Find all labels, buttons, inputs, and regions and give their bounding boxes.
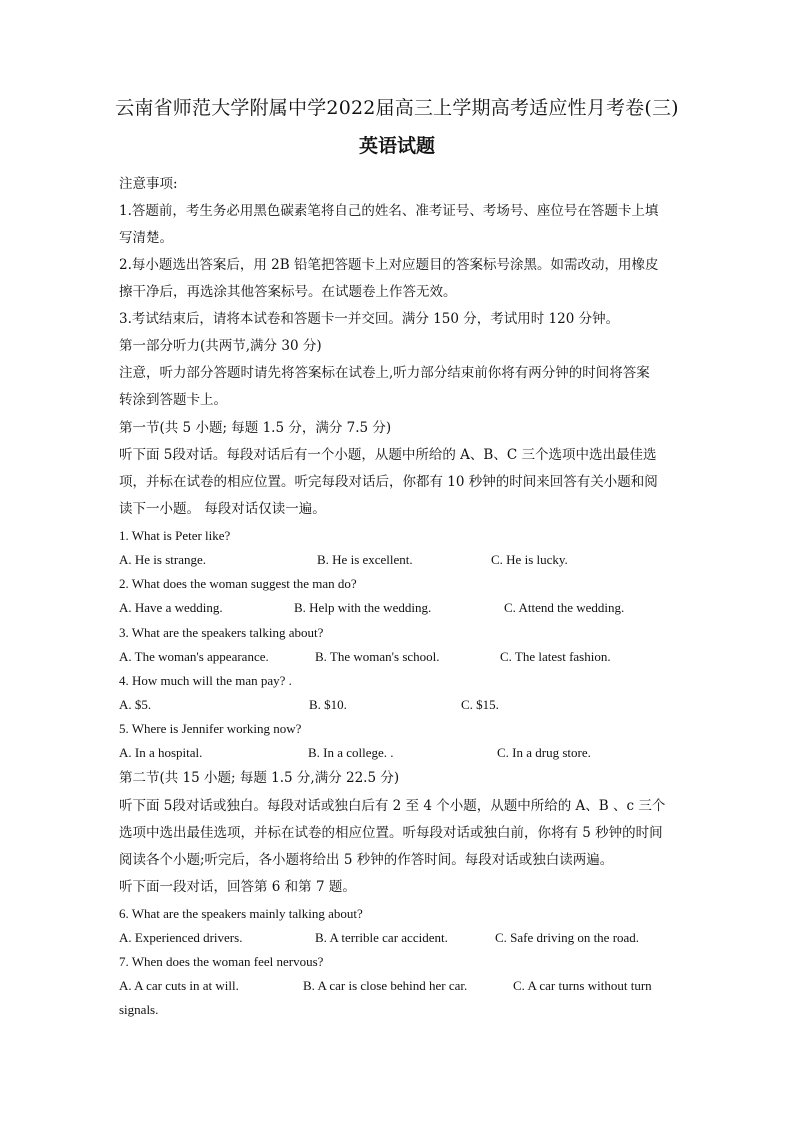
option-a: A. A car cuts in at will. <box>119 978 239 993</box>
question-5: 5. Where is Jennifer working now? <box>119 721 302 736</box>
section-2-instructions-line-2: 选项中选出最佳选项，并标在试卷的相应位置。听每段对话或独白前，你将有 5 秒钟的时间 <box>119 825 663 841</box>
section-1-instructions-line-2: 项，并标在试卷的相应位置。听完每段对话后，你都有 10 秒钟的时间来回答有关小题和阅 <box>119 474 658 490</box>
option-c: C. He is lucky. <box>491 552 568 567</box>
question-2: 2. What does the woman suggest the man do? <box>119 576 357 591</box>
option-a: A. Have a wedding. <box>119 600 223 615</box>
exam-subject-title: 英语试题 <box>358 135 435 157</box>
option-c: C. A car turns without turn <box>513 978 652 993</box>
notes-item-1-line-1: 1.答题前，考生务必用黑色碳素笔将自己的姓名、准考证号、考场号、座位号在答题卡上填 <box>119 203 659 219</box>
question-6: 6. What are the speakers mainly talking about? <box>119 906 363 921</box>
section-2-heading: 第二节(共 15 小题; 每题 1.5 分,满分 22.5 分) <box>119 770 400 786</box>
question-7-option-c-continued: signals. <box>119 1002 159 1017</box>
section-2-instructions-line-1: 听下面 5段对话或独白。每段对话或独白后有 2 至 4 个小题，从题中所给的 A、B 、c 三个 <box>119 798 666 814</box>
question-4: 4. How much will the man pay? . <box>119 673 292 688</box>
notes-item-2-line-2: 擦干净后，再选涂其他答案标号。在试题卷上作答无效。 <box>119 284 457 300</box>
option-a: A. In a hospital. <box>119 745 203 760</box>
option-b: B. The woman's school. <box>315 649 440 664</box>
section-2-instructions-line-3: 阅读各个小题;听完后，各小题将给出 5 秒钟的作答时间。每段对话或独白读两遍。 <box>119 852 614 868</box>
option-b: B. $10. <box>309 697 347 712</box>
option-b: B. Help with the wedding. <box>294 600 432 615</box>
section-1-instructions-line-1: 听下面 5段对话。每段对话后有一个小题，从题中所给的 A、B、C 三个选项中选出最佳选 <box>119 447 657 463</box>
notes-heading: 注意事项: <box>119 176 178 192</box>
exam-title: 云南省师范大学附属中学2022届高三上学期高考适应性月考卷(三) <box>115 97 679 119</box>
dialog-intro: 听下面一段对话，回答第 6 和第 7 题。 <box>119 879 356 895</box>
question-3: 3. What are the speakers talking about? <box>119 625 324 640</box>
option-a: A. The woman's appearance. <box>119 649 269 664</box>
option-a: A. He is strange. <box>119 552 207 567</box>
question-7: 7. When does the woman feel nervous? <box>119 954 324 969</box>
option-c: C. The latest fashion. <box>500 649 611 664</box>
option-a: A. Experienced drivers. <box>119 930 243 945</box>
option-b: B. A car is close behind her car. <box>303 978 468 993</box>
option-b: B. In a college. . <box>308 745 394 760</box>
option-c: C. Safe driving on the road. <box>495 930 640 945</box>
notes-item-1-line-2: 写清楚。 <box>119 230 173 246</box>
option-b: B. A terrible car accident. <box>315 930 448 945</box>
part-1-note-line-2: 转涂到答题卡上。 <box>119 392 227 408</box>
question-1: 1. What is Peter like? <box>119 528 231 543</box>
part-1-heading: 第一部分听力(共两节,满分 30 分) <box>119 338 322 354</box>
notes-item-2-line-1: 2.每小题选出答案后，用 2B 铅笔把答题卡上对应题目的答案标号涂黑。如需改动，用橡皮 <box>119 257 659 273</box>
option-b: B. He is excellent. <box>317 552 413 567</box>
option-a: A. $5. <box>119 697 152 712</box>
notes-item-3: 3.考试结束后，请将本试卷和答题卡一并交回。满分 150 分，考试用时 120 分钟。 <box>119 311 620 327</box>
part-1-note-line-1: 注意，听力部分答题时请先将答案标在试卷上,听力部分结束前你将有两分钟的时间将答案 <box>119 365 650 381</box>
option-c: C. $15. <box>461 697 499 712</box>
option-c: C. In a drug store. <box>497 745 591 760</box>
option-c: C. Attend the wedding. <box>504 600 625 615</box>
section-1-instructions-line-3: 读下一小题。 每段对话仅读一遍。 <box>119 501 326 517</box>
section-1-heading: 第一节(共 5 小题; 每题 1.5 分，满分 7.5 分) <box>119 420 392 436</box>
